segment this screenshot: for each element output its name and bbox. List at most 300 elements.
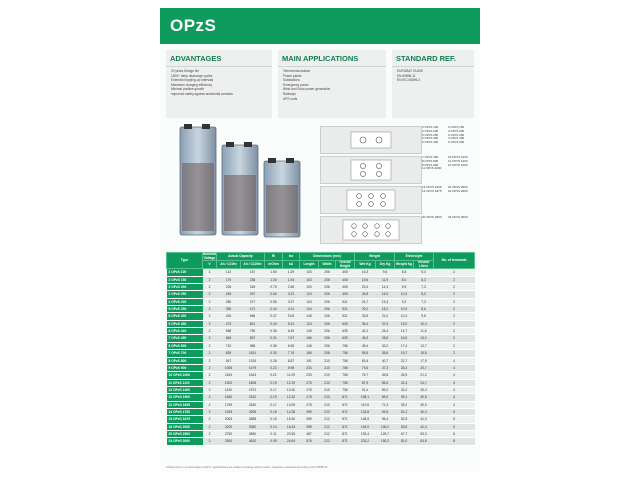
- th-eweight: Weight Kg: [395, 261, 414, 269]
- table-cell: 420: [217, 313, 241, 320]
- table-row: [167, 298, 475, 305]
- table-cell: 210: [319, 394, 336, 401]
- cell-type: 5 OPzS 250: [167, 306, 203, 313]
- table-cell: 3.23: [283, 291, 300, 298]
- list-item: Substations: [283, 78, 300, 83]
- table-cell: 22,4: [376, 320, 395, 327]
- table-cell: 16,3: [355, 269, 376, 276]
- cell-type: 14 OPzS 1750: [167, 408, 203, 415]
- table-cell: 3850: [241, 430, 265, 437]
- table-cell: 521: [336, 298, 355, 305]
- terminal-types-2: [422, 126, 476, 145]
- th-c120: Ah / C120hr: [241, 261, 265, 269]
- table-cell: 566: [241, 313, 265, 320]
- table-cell: 2: [203, 342, 217, 349]
- table-cell: 1650: [217, 394, 241, 401]
- th-dimensions: Dimensions (mm): [300, 253, 355, 261]
- table-cell: 5.05: [283, 313, 300, 320]
- table-cell: 0.43: [265, 320, 283, 327]
- cell-type: 7 OPzS 490: [167, 335, 203, 342]
- table-cell: 210: [319, 401, 336, 408]
- table-cell: 0.09: [265, 438, 283, 445]
- table-cell: 473: [217, 320, 241, 327]
- terminal-type-label: 5 OPzS 250: [422, 132, 439, 137]
- cell-type: 7 OPzS 700: [167, 350, 203, 357]
- list-item: Maximum charging efficiency: [171, 82, 213, 87]
- table-cell: 26,3: [395, 364, 414, 371]
- table-cell: 69,0: [376, 394, 395, 401]
- table-cell: 17,9: [414, 357, 434, 364]
- table-cell: 63,4: [355, 357, 376, 364]
- terminal-type-label: 8 OPzS 800: [422, 158, 439, 163]
- table-cell: 19,7: [395, 350, 414, 357]
- table-cell: 405: [336, 291, 355, 298]
- table-cell: 1302: [217, 379, 241, 386]
- terminal-type-label: 6 OPzS 420: [422, 140, 439, 145]
- table-row: [167, 430, 475, 437]
- table-cell: 2: [203, 379, 217, 386]
- table-cell: 212: [319, 408, 336, 415]
- table-cell: 13,0: [414, 335, 434, 342]
- table-cell: 8.87: [283, 357, 300, 364]
- table-cell: 113: [217, 269, 241, 276]
- table-cell: 663: [217, 335, 241, 342]
- table-cell: 405: [336, 276, 355, 283]
- table-cell: 55,5: [355, 350, 376, 357]
- table-cell: 1972: [241, 386, 265, 393]
- table-cell: 7,3: [414, 298, 434, 305]
- table-cell: 233: [300, 364, 319, 371]
- table-cell: 2: [434, 291, 475, 298]
- advantages-list: [166, 69, 272, 97]
- terminal-type-label: 20 OPzS 2500: [448, 185, 468, 189]
- table-cell: 2310: [241, 394, 265, 401]
- terminal-type-label: 12 OPzS 1200: [448, 158, 468, 163]
- table-cell: 238: [241, 276, 265, 283]
- table-cell: 0.11: [265, 430, 283, 437]
- th-ri: Ri: [265, 253, 283, 261]
- cell-type: 2 OPzS 150: [167, 276, 203, 283]
- table-cell: 2200: [217, 423, 241, 430]
- table-row: [167, 401, 475, 408]
- table-cell: 7,3: [414, 284, 434, 291]
- cell-type: 6 OPzS 600: [167, 342, 203, 349]
- list-item: Minimal positive growth: [171, 87, 205, 92]
- table-cell: 0.16: [265, 408, 283, 415]
- table-cell: 231,2: [355, 438, 376, 445]
- table-cell: 487: [300, 430, 319, 437]
- table-cell: 947: [217, 357, 241, 364]
- terminal-type-label: 2 OPzS 100: [422, 125, 439, 129]
- cell-type: 24 OPzS 3000: [167, 438, 203, 445]
- table-cell: 210: [319, 386, 336, 393]
- th-mohm: mOhm: [265, 261, 283, 269]
- table-cell: 157: [241, 269, 265, 276]
- table-cell: 521: [336, 306, 355, 313]
- table-cell: 275: [300, 394, 319, 401]
- table-cell: 0.75: [265, 284, 283, 291]
- table-row: [167, 438, 475, 445]
- table-cell: 233: [300, 372, 319, 379]
- table-cell: 4: [434, 401, 475, 408]
- table-cell: 206: [319, 306, 336, 313]
- terminal-type-label: 14 OPzS 1875: [422, 188, 442, 193]
- table-cell: 47,3: [376, 364, 395, 371]
- table-cell: 2.58: [283, 284, 300, 291]
- table-cell: 2: [203, 408, 217, 415]
- table-cell: 3300: [217, 438, 241, 445]
- table-cell: 1479: [241, 364, 265, 371]
- table-cell: 756: [336, 350, 355, 357]
- table-cell: 206: [319, 335, 336, 342]
- table-row: [167, 335, 475, 342]
- table-row: [167, 342, 475, 349]
- table-cell: 397: [241, 291, 265, 298]
- cell-type: 5 OPzS 350: [167, 320, 203, 327]
- th-ka: kA: [283, 261, 300, 269]
- table-cell: 2: [203, 416, 217, 423]
- table-cell: 91,4: [355, 386, 376, 393]
- cell-type: 4 OPzS 200: [167, 298, 203, 305]
- table-cell: 35,8: [376, 350, 395, 357]
- th-terminals: No. of terminals: [434, 253, 475, 269]
- table-cell: 639: [336, 320, 355, 327]
- table-cell: 318: [241, 284, 265, 291]
- table-cell: 2888: [241, 416, 265, 423]
- table-cell: 7.76: [283, 350, 300, 357]
- table-cell: 212: [319, 430, 336, 437]
- table-cell: 32,2: [395, 386, 414, 393]
- th-type: Type: [167, 253, 203, 269]
- table-cell: 0.15: [265, 416, 283, 423]
- table-cell: 10,3: [395, 291, 414, 298]
- th-isc: Isc: [283, 253, 300, 261]
- table-row: [167, 372, 475, 379]
- table-cell: 756: [336, 342, 355, 349]
- table-cell: 405: [336, 284, 355, 291]
- advantages-box: [166, 50, 272, 118]
- table-cell: 350: [217, 306, 241, 313]
- table-cell: 63,8: [414, 438, 434, 445]
- table-cell: 871: [336, 401, 355, 408]
- table-cell: 2: [434, 328, 475, 335]
- table-cell: 8,6: [414, 306, 434, 313]
- cell-type: 11 OPzS 1100: [167, 379, 203, 386]
- list-item: EUROBAT GUIDE: [397, 69, 424, 73]
- table-cell: 16,5: [395, 335, 414, 342]
- table-cell: 210: [319, 379, 336, 386]
- table-cell: 1.94: [283, 276, 300, 283]
- table-cell: 30,8: [414, 394, 434, 401]
- table-cell: 2: [203, 364, 217, 371]
- table-cell: 4.21: [283, 306, 300, 313]
- table-cell: 124: [300, 306, 319, 313]
- table-cell: 5.41: [283, 320, 300, 327]
- applications-list: [278, 69, 386, 101]
- table-cell: 143,8: [355, 408, 376, 415]
- table-cell: 10,9: [395, 306, 414, 313]
- terminal-type-label: 11 OPzS 1000: [422, 166, 442, 171]
- table-cell: 206: [319, 284, 336, 291]
- th-capacity: Actual Capacity: [217, 253, 265, 261]
- table-cell: 0.19: [265, 379, 283, 386]
- table-cell: 226: [217, 284, 241, 291]
- table-cell: 212: [319, 416, 336, 423]
- table-cell: 7.57: [283, 335, 300, 342]
- table-cell: 73,6: [355, 364, 376, 371]
- specifications-table: [166, 252, 475, 446]
- table-cell: 756: [336, 372, 355, 379]
- table-cell: 42,4: [414, 423, 434, 430]
- table-cell: 0.55: [265, 298, 283, 305]
- list-item: EN IEC 60896-2: [397, 78, 421, 83]
- table-row: [167, 379, 475, 386]
- table-cell: 206: [319, 328, 336, 335]
- table-cell: 871: [336, 430, 355, 437]
- table-cell: 405: [336, 269, 355, 276]
- table-cell: 2: [203, 335, 217, 342]
- th-height: Overall Height: [336, 261, 355, 269]
- table-cell: 871: [336, 423, 355, 430]
- table-cell: 4620: [241, 438, 265, 445]
- table-row: [167, 269, 475, 276]
- table-cell: 5,4: [414, 269, 434, 276]
- table-cell: 2: [203, 328, 217, 335]
- table-cell: 33,5: [355, 313, 376, 320]
- table-cell: 9,5: [376, 269, 395, 276]
- table-cell: 170: [217, 276, 241, 283]
- table-cell: 0.31: [265, 335, 283, 342]
- cell-type: 12 OPzS 1200: [167, 386, 203, 393]
- table-cell: 206: [319, 276, 336, 283]
- table-cell: 17,4: [395, 342, 414, 349]
- table-cell: 145: [300, 342, 319, 349]
- table-cell: 2: [434, 306, 475, 313]
- list-item: Emergency power: [283, 82, 309, 87]
- table-cell: 2: [203, 284, 217, 291]
- cell-type: 9 OPzS 900: [167, 364, 203, 371]
- table-cell: 0.14: [265, 423, 283, 430]
- terminal-type-label: 16 OPzS 2000: [448, 188, 468, 193]
- table-cell: 871: [336, 394, 355, 401]
- table-cell: 56,5: [376, 379, 395, 386]
- table-cell: 6: [434, 408, 475, 415]
- terminal-type-label: 7 OPzS 490: [422, 155, 439, 159]
- table-cell: 15.40: [283, 416, 300, 423]
- table-cell: 206: [319, 320, 336, 327]
- table-cell: 710: [217, 342, 241, 349]
- table-cell: 2: [203, 357, 217, 364]
- terminal-type-label: 24 OPzS 3000: [448, 215, 468, 219]
- table-cell: 24,7: [414, 379, 434, 386]
- list-item: 1500+ deep discharge cycles: [171, 73, 213, 78]
- terminal-diagram-6: [320, 186, 422, 214]
- table-cell: 92,6: [376, 408, 395, 415]
- table-cell: 166: [300, 335, 319, 342]
- table-cell: 568: [217, 328, 241, 335]
- table-cell: 2: [203, 276, 217, 283]
- table-cell: 52,5: [395, 416, 414, 423]
- table-cell: 16,9: [376, 291, 395, 298]
- table-row: [167, 350, 475, 357]
- table-cell: 2: [203, 386, 217, 393]
- table-cell: 166: [300, 350, 319, 357]
- table-cell: 49,8: [376, 372, 395, 379]
- table-cell: 1644: [241, 372, 265, 379]
- table-cell: 280: [217, 298, 241, 305]
- table-row: [167, 276, 475, 283]
- table-cell: 641: [241, 320, 265, 327]
- table-cell: 871: [336, 438, 355, 445]
- table-cell: 2: [203, 430, 217, 437]
- terminal-types-8: [422, 216, 476, 220]
- table-cell: 21,2: [414, 372, 434, 379]
- table-cell: 11.09: [283, 372, 300, 379]
- table-cell: 399: [300, 416, 319, 423]
- table-cell: 20,7: [414, 364, 434, 371]
- table-cell: 12.19: [283, 379, 300, 386]
- table-row: [167, 394, 475, 401]
- table-cell: 67,7: [395, 430, 414, 437]
- table-cell: 4: [434, 357, 475, 364]
- table-cell: 639: [336, 335, 355, 342]
- table-cell: 9.98: [283, 364, 300, 371]
- table-cell: 76,7: [355, 372, 376, 379]
- table-cell: 13.09: [283, 401, 300, 408]
- table-cell: 53,3: [414, 430, 434, 437]
- table-cell: 10,3: [414, 320, 434, 327]
- terminal-diagram-2: [320, 126, 422, 154]
- table-cell: 1.29: [283, 269, 300, 276]
- terminal-type-label: 5 OPzS 350: [422, 136, 439, 141]
- terminal-type-label: 12 OPzS 1635: [422, 185, 442, 189]
- table-cell: 576: [300, 438, 319, 445]
- terminal-type-label: 10 OPzS 1000: [448, 155, 468, 159]
- table-cell: 212: [319, 438, 336, 445]
- list-item: Improved safety against accidental contacts: [171, 91, 233, 96]
- table-cell: 15,3: [376, 298, 395, 305]
- table-cell: 30,9: [414, 401, 434, 408]
- table-cell: 1315: [241, 357, 265, 364]
- table-cell: 6: [434, 416, 475, 423]
- table-cell: 51,2: [395, 408, 414, 415]
- table-cell: 275: [300, 386, 319, 393]
- table-cell: 24.64: [283, 438, 300, 445]
- table-cell: 29,2: [355, 306, 376, 313]
- table-cell: 24,7: [355, 298, 376, 305]
- table-cell: 11,6: [414, 328, 434, 335]
- table-cell: 8: [434, 438, 475, 445]
- table-cell: 9,2: [395, 298, 414, 305]
- th-length: Length: [300, 261, 319, 269]
- table-row: [167, 313, 475, 320]
- table-cell: 25,4: [414, 386, 434, 393]
- table-cell: 871: [336, 408, 355, 415]
- th-c10: Ah / C10hr: [217, 261, 241, 269]
- table-cell: 103: [300, 298, 319, 305]
- table-cell: 81,0: [395, 438, 414, 445]
- table-cell: 40,1: [355, 328, 376, 335]
- applications-box: [278, 50, 386, 118]
- table-row: [167, 328, 475, 335]
- table-cell: 4: [434, 379, 475, 386]
- list-item: EN 60896-11: [397, 73, 416, 78]
- table-cell: 2: [203, 320, 217, 327]
- table-cell: 14.38: [283, 408, 300, 415]
- table-cell: 0.17: [265, 386, 283, 393]
- table-cell: 0.60: [265, 291, 283, 298]
- table-cell: 0.36: [265, 328, 283, 335]
- table-cell: 206: [319, 350, 336, 357]
- terminal-diagram-8: [320, 216, 422, 244]
- terminal-type-label: 6 OPzS 600: [448, 140, 465, 145]
- table-cell: 521: [336, 313, 355, 320]
- table-cell: 2695: [241, 408, 265, 415]
- table-cell: 1.00: [265, 276, 283, 283]
- table-cell: 2750: [217, 430, 241, 437]
- table-cell: 283: [217, 291, 241, 298]
- table-cell: 8: [434, 430, 475, 437]
- table-cell: 2: [434, 276, 475, 283]
- table-cell: 26,8: [355, 291, 376, 298]
- terminal-diagram-4: [320, 156, 422, 184]
- table-cell: 2: [434, 335, 475, 342]
- cell-type: 10 OPzS 1000: [167, 372, 203, 379]
- table-cell: 16.43: [283, 423, 300, 430]
- cell-type: 2 OPzS 250: [167, 291, 203, 298]
- table-cell: 6.65: [283, 342, 300, 349]
- table-cell: 2: [434, 342, 475, 349]
- table-cell: 1808: [241, 379, 265, 386]
- terminal-type-label: 2 OPzS 150: [448, 125, 465, 129]
- list-item: Power plants: [283, 73, 302, 78]
- table-cell: 4: [434, 386, 475, 393]
- th-v: V: [203, 261, 217, 269]
- table-cell: 756: [336, 357, 355, 364]
- table-cell: 871: [336, 416, 355, 423]
- th-evol: Volume Litres: [414, 261, 434, 269]
- table-cell: 124: [300, 320, 319, 327]
- table-cell: 275: [300, 379, 319, 386]
- table-cell: 1420: [217, 386, 241, 393]
- table-cell: 39,2: [395, 401, 414, 408]
- table-cell: 103: [300, 269, 319, 276]
- table-cell: 49,4: [355, 342, 376, 349]
- table-cell: 45,3: [355, 335, 376, 342]
- table-row: [167, 306, 475, 313]
- table-cell: 756: [336, 364, 355, 371]
- table-cell: 6,8: [395, 269, 414, 276]
- table-cell: 2: [203, 372, 217, 379]
- table-cell: 154,0: [355, 423, 376, 430]
- table-cell: 2: [203, 298, 217, 305]
- table-cell: 0.26: [265, 357, 283, 364]
- cell-type: 2 OPzS 100: [167, 269, 203, 276]
- table-cell: 191: [300, 357, 319, 364]
- table-cell: 399: [300, 408, 319, 415]
- terminal-types-6: [422, 186, 476, 194]
- table-cell: 59,2: [376, 386, 395, 393]
- table-cell: 0.17: [265, 401, 283, 408]
- table-cell: 2: [434, 350, 475, 357]
- cell-type: 6 OPzS 420: [167, 328, 203, 335]
- table-cell: 2: [203, 438, 217, 445]
- terminal-type-label: 10 OPzS 1000: [448, 162, 468, 167]
- table-cell: 4: [434, 372, 475, 379]
- table-cell: 19,6: [355, 276, 376, 283]
- table-cell: 639: [336, 328, 355, 335]
- table-cell: 0.37: [265, 313, 283, 320]
